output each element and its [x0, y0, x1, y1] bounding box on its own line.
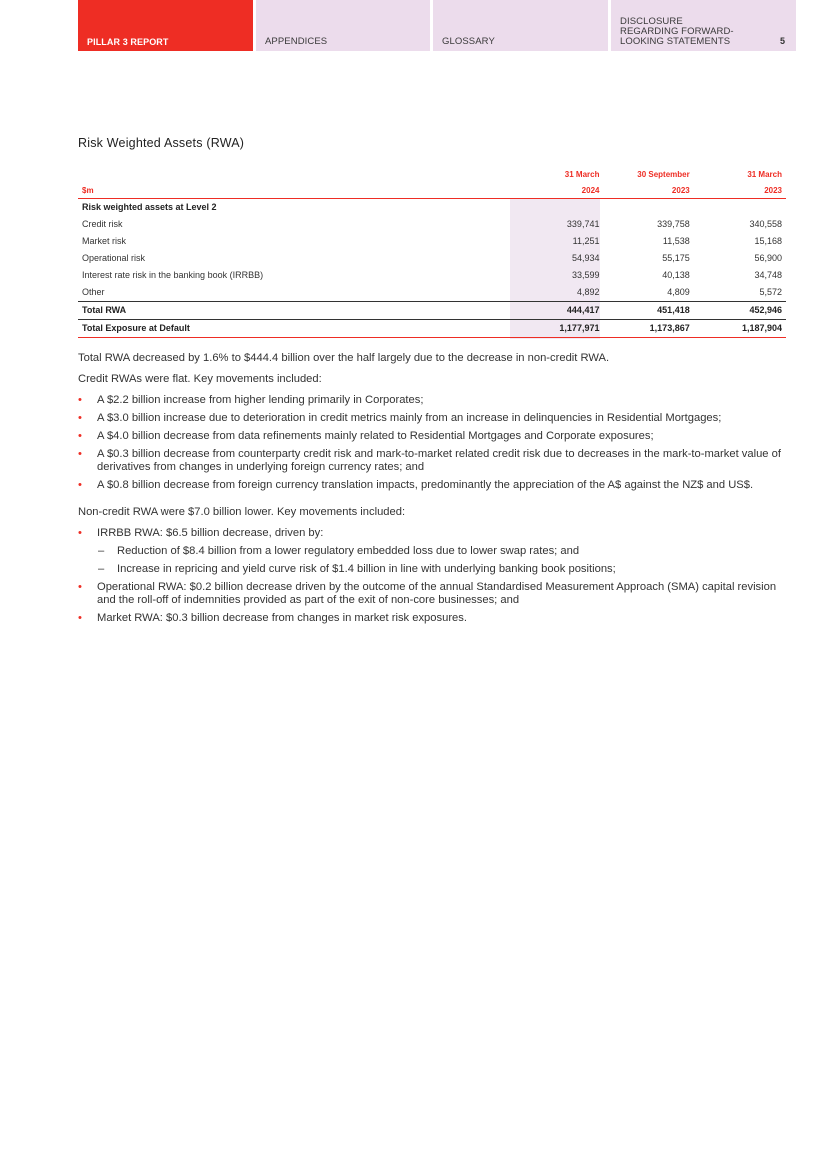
cell-value: 11,538 — [662, 236, 690, 246]
cell-value: 444,417 — [513, 302, 603, 320]
table-row — [78, 233, 786, 250]
cell-value: 1,177,971 — [513, 320, 603, 338]
cell-value: 33,599 — [571, 270, 600, 280]
col-header-line1: 31 March — [564, 169, 600, 179]
tab-label: DISCLOSURE REGARDING FORWARD- LOOKING STATEMENTS — [620, 16, 734, 47]
table-row — [78, 216, 786, 233]
page-number: 5 — [779, 36, 785, 46]
cell-value: 4,892 — [576, 287, 600, 297]
bullet-glyph: • — [78, 581, 82, 593]
bullet-glyph: • — [78, 527, 82, 539]
table-row — [78, 284, 786, 302]
cell-value: 54,934 — [571, 253, 600, 263]
row-label: Total RWA — [78, 302, 513, 320]
commentary — [78, 352, 788, 639]
sub-list-item: – Reduction of $8.4 billion from a lower regulatory embedded loss due to lower swap rates; and — [98, 545, 580, 557]
bullet-glyph: • — [78, 394, 82, 406]
list-item: • Operational RWA: $0.2 billion decrease driven by the outcome of the annual Standardised Measurement Approach (SMA) capital revision and the roll-off of indemnities provided as part of the exit of non-core businesses; and — [78, 581, 777, 606]
cell-value: 339,758 — [657, 219, 690, 229]
table-row — [78, 267, 786, 284]
noncredit-movements-list — [78, 527, 788, 625]
cell-value: 1,173,867 — [603, 320, 693, 338]
tab-disclosure-forward-looking[interactable] — [611, 0, 796, 51]
bullet-glyph: • — [78, 479, 82, 491]
total-exposure-row — [78, 320, 786, 338]
top-navigation — [78, 0, 796, 51]
col-header-line1: 31 March — [747, 169, 782, 179]
row-label: Credit risk — [82, 219, 123, 229]
row-label: Other — [82, 287, 105, 297]
sub-list-item: – Increase in repricing and yield curve risk of $1.4 billion in line with underlying banking book positions; — [98, 563, 616, 575]
cell-value: 5,572 — [759, 287, 782, 297]
paragraph: Credit RWAs were flat. Key movements included: — [78, 373, 322, 385]
cell-value: 452,946 — [694, 302, 786, 320]
table-row — [78, 250, 786, 267]
tab-glossary[interactable] — [433, 0, 608, 51]
list-item: • IRRBB RWA: $6.5 billion decrease, driven by: — [78, 527, 324, 539]
col-header-line2: 2023 — [694, 182, 786, 199]
list-item: • A $0.3 billion decrease from counterparty credit risk and mark-to-market related credit risk due to decreases in the mark-to-market value of derivatives from changes in underlying foreign currency rates; and — [78, 448, 781, 473]
unit-label: $m — [78, 182, 513, 199]
list-item: • A $3.0 billion increase due to deterioration in credit metrics mainly from an increase in delinquencies in Residential Mortgages; — [78, 412, 722, 424]
cell-value: 340,558 — [749, 219, 782, 229]
list-item: • A $0.8 billion decrease from foreign currency translation impacts, predominantly the appreciation of the A$ against the NZ$ and US$. — [78, 479, 754, 491]
bullet-glyph: • — [78, 412, 82, 424]
table-header-row — [78, 182, 786, 199]
list-item: • A $2.2 billion increase from higher lending primarily in Corporates; — [78, 394, 424, 406]
paragraph: Total RWA decreased by 1.6% to $444.4 billion over the half largely due to the decrease in non-credit RWA. — [78, 352, 610, 364]
cell-value: 40,138 — [662, 270, 690, 280]
cell-value: 339,741 — [566, 219, 600, 229]
section-title: Risk Weighted Assets (RWA) — [78, 136, 245, 150]
cell-value: 56,900 — [754, 253, 782, 263]
row-label: Market risk — [82, 236, 127, 246]
row-label: Total Exposure at Default — [78, 320, 513, 338]
tab-pillar-3-report[interactable] — [78, 0, 253, 51]
bullet-glyph: • — [78, 612, 82, 624]
rwa-table — [78, 166, 786, 338]
rwa-table-container — [78, 166, 786, 338]
cell-value: 55,175 — [662, 253, 690, 263]
total-rwa-row — [78, 302, 786, 320]
col-header-line2: 2024 — [513, 182, 603, 199]
bullet-glyph: • — [78, 430, 82, 442]
tab-label: PILLAR 3 REPORT — [87, 37, 169, 47]
tab-appendices[interactable] — [256, 0, 430, 51]
col-header-line2: 2023 — [603, 182, 693, 199]
table-section-row — [78, 199, 786, 217]
col-header-line1: 30 September — [637, 169, 690, 179]
bullet-glyph: • — [78, 448, 82, 460]
list-item: • A $4.0 billion decrease from data refinements mainly related to Residential Mortgages and Corporate exposures; — [78, 430, 654, 442]
table-header-row — [78, 166, 786, 182]
tab-label: APPENDICES — [265, 36, 328, 47]
tab-label: GLOSSARY — [442, 36, 495, 47]
cell-value: 1,187,904 — [694, 320, 786, 338]
cell-value: 15,168 — [754, 236, 782, 246]
list-item: • Market RWA: $0.3 billion decrease from changes in market risk exposures. — [78, 612, 467, 624]
row-label: Operational risk — [82, 253, 146, 263]
cell-value: 451,418 — [603, 302, 693, 320]
paragraph: Non-credit RWA were $7.0 billion lower. Key movements included: — [78, 506, 406, 518]
section-label: Risk weighted assets at Level 2 — [82, 202, 217, 212]
cell-value: 34,748 — [754, 270, 782, 280]
cell-value: 11,251 — [572, 236, 600, 246]
dash-glyph: – — [98, 563, 105, 575]
credit-movements-list — [78, 394, 788, 492]
row-label: Interest rate risk in the banking book (IRRBB) — [82, 270, 264, 280]
dash-glyph: – — [98, 545, 105, 557]
cell-value: 4,809 — [667, 287, 690, 297]
